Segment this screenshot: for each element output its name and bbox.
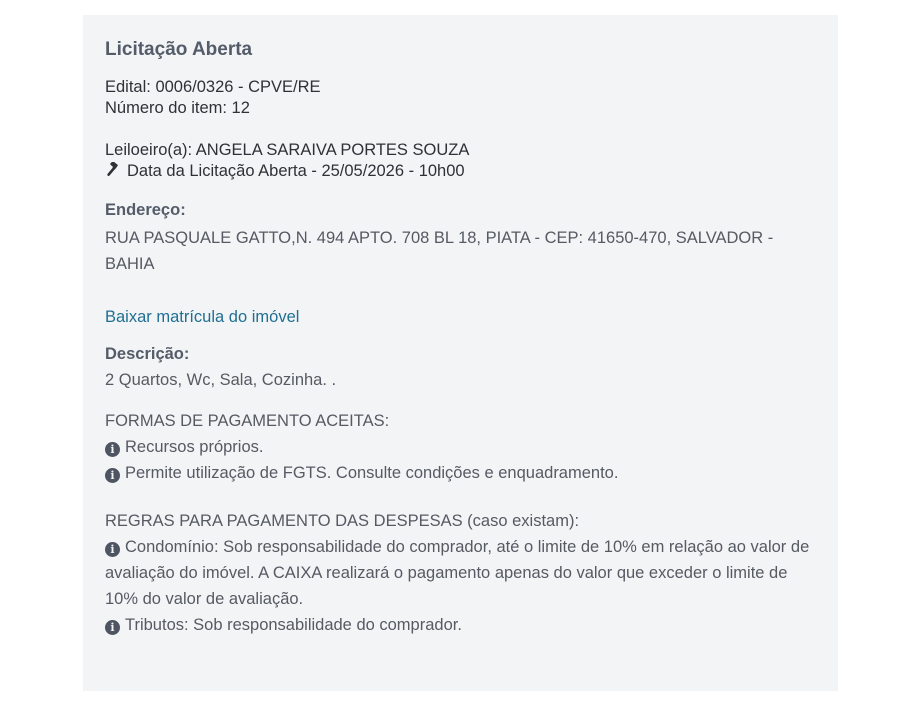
auction-date-row bbox=[105, 161, 816, 182]
edital-text: Edital: 0006/0326 - CPVE/RE bbox=[105, 78, 321, 96]
payment-methods-title: FORMAS DE PAGAMENTO ACEITAS: bbox=[105, 412, 390, 430]
info-icon: i bbox=[105, 542, 120, 557]
auction-date-text: Data da Licitação Aberta - 25/05/2026 - 10h00 bbox=[127, 162, 465, 180]
edital-block bbox=[105, 77, 816, 119]
address-label: Endereço: bbox=[105, 201, 186, 219]
download-registration-link[interactable]: Baixar matrícula do imóvel bbox=[105, 308, 300, 326]
address-text: RUA PASQUALE GATTO,N. 494 APTO. 708 BL 18, PIATA - CEP: 41650-470, SALVADOR - BAHIA bbox=[105, 229, 774, 273]
item-number-text: Número do item: 12 bbox=[105, 99, 250, 117]
expense-rules-title: REGRAS PARA PAGAMENTO DAS DESPESAS (caso existam): bbox=[105, 512, 580, 530]
expense-rule-item bbox=[105, 612, 816, 638]
payment-method-text: Recursos próprios. bbox=[125, 438, 264, 456]
description-text: 2 Quartos, Wc, Sala, Cozinha. . bbox=[105, 371, 337, 389]
payment-method-item bbox=[105, 460, 816, 486]
info-icon: i bbox=[105, 468, 120, 483]
payment-methods-block bbox=[105, 408, 816, 486]
address-block bbox=[105, 200, 816, 277]
expense-rules-block bbox=[105, 508, 816, 638]
payment-method-text: Permite utilização de FGTS. Consulte condições e enquadramento. bbox=[125, 464, 619, 482]
page-title: Licitação Aberta bbox=[105, 39, 253, 60]
expense-rule-text: Tributos: Sob responsabilidade do comprador. bbox=[125, 616, 462, 634]
property-details-card bbox=[83, 15, 838, 691]
info-icon: i bbox=[105, 620, 120, 635]
description-block bbox=[105, 344, 816, 393]
auctioneer-text: Leiloeiro(a): ANGELA SARAIVA PORTES SOUZA bbox=[105, 141, 470, 159]
expense-rule-item bbox=[105, 534, 816, 612]
info-icon: i bbox=[105, 442, 120, 457]
gavel-icon bbox=[105, 162, 123, 178]
description-label: Descrição: bbox=[105, 345, 190, 363]
payment-method-item bbox=[105, 434, 816, 460]
expense-rule-text: Condomínio: Sob responsabilidade do comprador, até o limite de 10% em relação ao valor de avaliação do imóvel. A CAIXA realizará o pagamento apenas do valor que exceder o limite de 10% do valor de avaliação. bbox=[105, 538, 810, 608]
auctioneer-block bbox=[105, 140, 816, 182]
